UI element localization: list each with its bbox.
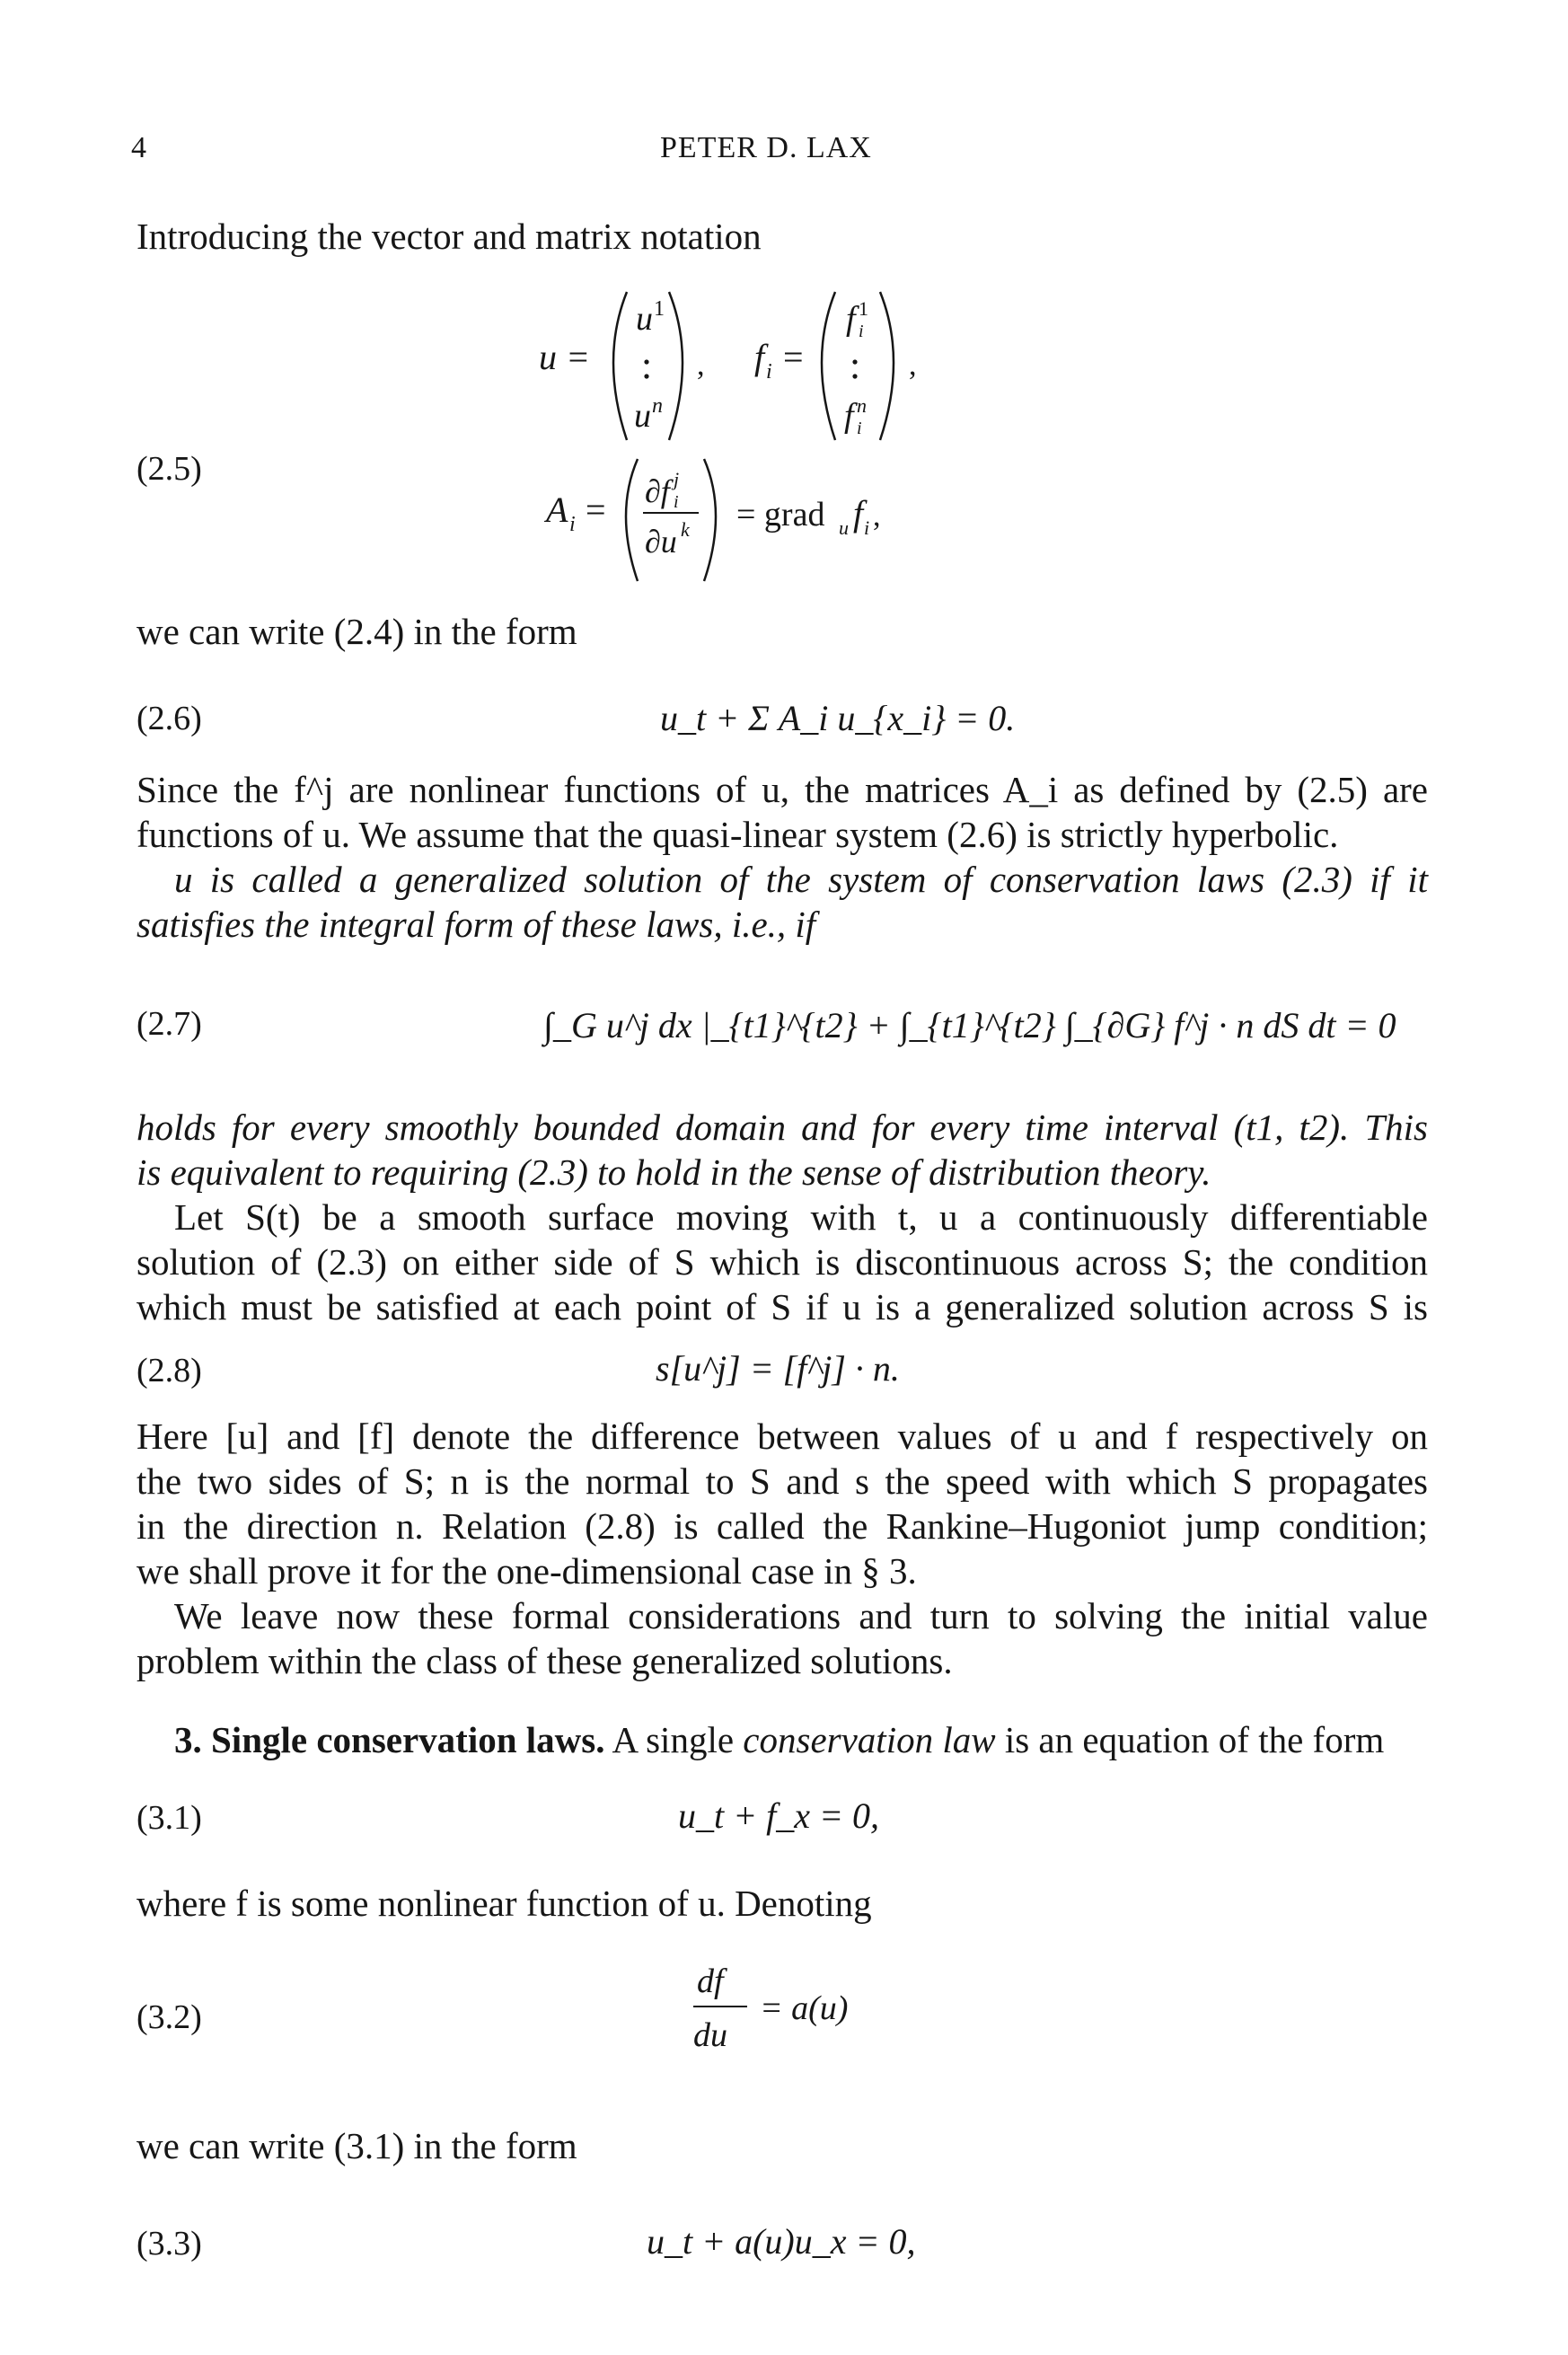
eq-3-2-numerator: df: [697, 1962, 724, 2000]
eq-2-5-f-label: f: [754, 337, 765, 377]
eq-2-5-f-bottom-sup: n: [857, 394, 867, 417]
equation-number-3-3: (3.3): [137, 2225, 202, 2262]
line-where: where f is some nonlinear function of u. Denoting: [137, 1883, 872, 1924]
eq-2-5-grad-f: f: [853, 493, 864, 534]
line-write-2-4: we can write (2.4) in the form: [137, 611, 577, 652]
eq-2-5-grad: = grad: [736, 496, 825, 534]
eq-2-5-u-top-sup: 1: [654, 297, 665, 321]
para-since-line-1: Since the f^j are nonlinear functions of u, the matrices A_i as defined by (2.5) are: [137, 769, 1428, 810]
eq-2-5-u-right-paren: [669, 292, 683, 440]
equation-number-2-6: (2.6): [137, 700, 202, 737]
eq-2-5-A-right-paren: [704, 459, 716, 581]
para-here-line-1: Here [u] and [f] denote the difference between values of u and f respectively on: [137, 1416, 1428, 1457]
para-let-line-1: Let S(t) be a smooth surface moving with t, u a continuously differentiable: [174, 1196, 1428, 1238]
equation-2-6: u_t + Σ A_i u_{x_i} = 0.: [660, 698, 1016, 738]
eq-2-5-f-sub: i: [766, 360, 772, 384]
eq-2-5-A-den-sup: k: [681, 518, 690, 541]
eq-2-5-f-equals: =: [783, 337, 804, 377]
eq-2-5-grad-sub: u: [839, 516, 849, 539]
eq-2-5-A-num-sup: j: [674, 468, 680, 490]
eq-2-5-u-top: u: [636, 300, 653, 338]
equation-2-5: [539, 283, 1006, 602]
intro-line: Introducing the vector and matrix notation: [137, 216, 762, 257]
eq-2-5-u-dot: [644, 359, 648, 364]
eq-2-5-A-left-paren: [626, 459, 638, 581]
eq-2-5-A-equals: =: [586, 490, 606, 530]
eq-3-2-denominator: du: [693, 2016, 727, 2054]
eq-2-5-f-top: f: [846, 300, 856, 338]
para-let-line-3: which must be satisfied at each point of S if u is a generalized solution across S is: [137, 1286, 1428, 1327]
eq-2-5-f-left-paren: [822, 292, 835, 440]
equation-3-1: u_t + f_x = 0,: [678, 1795, 879, 1836]
running-title: PETER D. LAX: [660, 131, 872, 164]
equation-number-2-7: (2.7): [137, 1005, 202, 1043]
eq-2-5-comma: ,: [697, 348, 705, 382]
para-holds-line-1: holds for every smoothly bounded domain and for every time interval (t1, t2). This: [137, 1107, 1428, 1148]
eq-2-5-f-right-paren: [880, 292, 894, 440]
eq-2-5-u-label: u =: [539, 337, 590, 377]
eq-2-5-f-bottom: f: [844, 397, 854, 435]
eq-2-5-u-bottom: u: [634, 397, 651, 435]
para-leave-line-2: problem within the class of these generalized solutions.: [137, 1640, 953, 1681]
section-3-line: 3. Single conservation laws. A single conservation law is an equation of the form: [174, 1719, 1385, 1760]
para-leave-line-1: We leave now these formal considerations and turn to solving the initial value: [174, 1595, 1428, 1636]
eq-2-5-f-top-sub: i: [859, 322, 864, 341]
para-here-line-2: the two sides of S; n is the normal to S and s the speed with which S propagates: [137, 1460, 1428, 1502]
line-write-3-1: we can write (3.1) in the form: [137, 2125, 577, 2166]
eq-2-5-comma: ,: [873, 499, 881, 533]
eq-2-5-A-den: ∂u: [645, 524, 677, 560]
para-generalized-line-1: u is called a generalized solution of the system of conservation laws (2.3) if it: [174, 859, 1428, 900]
para-here-line-3: in the direction n. Relation (2.8) is called the Rankine–Hugoniot jump condition;: [137, 1505, 1428, 1547]
eq-2-5-u-left-paren: [613, 292, 627, 440]
equation-3-3: u_t + a(u)u_x = 0,: [647, 2221, 916, 2262]
eq-2-5-f-dot: [852, 359, 857, 364]
para-holds-line-2: is equivalent to requiring (2.3) to hold in the sense of distribution theory.: [137, 1151, 1211, 1193]
para-let-line-2: solution of (2.3) on either side of S which is discontinuous across S; the condition: [137, 1241, 1428, 1283]
equation-2-8: s[u^j] = [f^j] · n.: [656, 1348, 900, 1389]
eq-2-5-f-top-sup: 1: [859, 297, 868, 320]
eq-2-5-A-sub: i: [569, 513, 576, 536]
eq-2-5-f-bottom-sub: i: [857, 419, 862, 438]
equation-2-7: ∫_G u^j dx |_{t1}^{t2} + ∫_{t1}^{t2} ∫_{∂G} f^j · n dS dt = 0: [543, 1005, 1396, 1045]
eq-2-5-comma: ,: [909, 348, 917, 382]
section-3-heading: 3. Single conservation laws.: [174, 1719, 605, 1760]
equation-number-2-5: (2.5): [137, 450, 202, 488]
equation-number-2-8: (2.8): [137, 1352, 202, 1389]
para-since-line-2: functions of u. We assume that the quasi-linear system (2.6) is strictly hyperbolic.: [137, 814, 1339, 855]
eq-2-5-u-dot: [644, 374, 648, 378]
eq-2-5-A-label: A: [546, 490, 568, 530]
eq-2-5-u-bottom-sup: n: [652, 394, 663, 418]
eq-3-2-rhs: = a(u): [760, 1989, 849, 2027]
eq-2-5-A-num: ∂f: [645, 473, 670, 509]
para-generalized-line-2: satisfies the integral form of these laws, i.e., if: [137, 904, 816, 945]
page-number: 4: [131, 131, 146, 164]
para-here-line-4: we shall prove it for the one-dimensional case in § 3.: [137, 1550, 917, 1592]
equation-number-3-1: (3.1): [137, 1799, 202, 1837]
eq-2-5-grad-f-sub: i: [864, 516, 870, 539]
equation-number-3-2: (3.2): [137, 1998, 202, 2036]
section-3-term: conservation law: [743, 1719, 996, 1760]
eq-2-5-A-num-sub: i: [674, 492, 679, 512]
eq-2-5-f-dot: [852, 374, 857, 378]
equation-3-2: [692, 1951, 898, 2077]
